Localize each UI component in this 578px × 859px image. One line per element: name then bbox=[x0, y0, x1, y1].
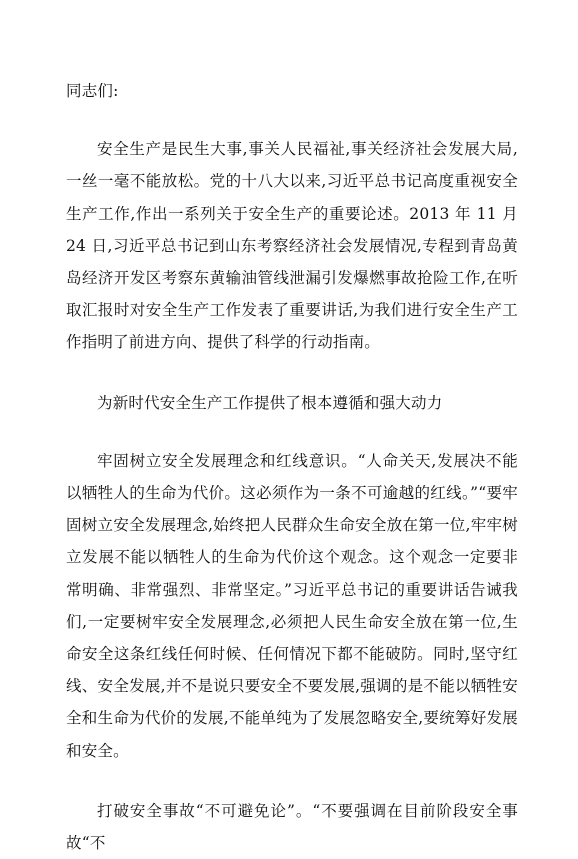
salutation: 同志们: bbox=[66, 82, 119, 100]
intro-paragraph: 安全生产是民生大事,事关人民福祉,事关经济社会发展大局,一丝一毫不能放松。党的十八大以来,习近平总书记高度重视安全生产工作,作出一系列关于安全生产的重要论述。2013 年 11 月 24 日,习近平总书记到山东考察经济社会发展情况,专程到青岛黄岛经济开发区考察东黄输油管线泄漏引发爆燃事故抢险工作,在听取汇报时对安全生产工作发表了重要讲话,为我们进行安全生产工作指明了前进方向、提供了科学的行动指南。 bbox=[66, 140, 518, 352]
accident-paragraph: 打破安全事故“不可避免论”。“不要强调在目前阶段安全事故“不 bbox=[66, 801, 518, 853]
section-heading: 为新时代安全生产工作提供了根本遵循和强大动力 bbox=[97, 393, 443, 412]
redline-paragraph: 牢固树立安全发展理念和红线意识。“人命关天,发展决不能以牺牲人的生命为代价。这必须作为一条不可逾越的红线。”“要牢固树立安全发展理念,始终把人民群众生命安全放在第一位,牢牢树立发展不能以牺牲人的生命为代价这个观念。这个观念一定要非常明确、非常强烈、非常坚定。”习近平总书记的重要讲话告诫我们,一定要树牢安全发展理念,必须把人民生命安全放在第一位,生命安全这条红线任何时候、任何情况下都不能破防。同时,坚守红线、安全发展,并不是说只要安全不要发展,强调的是不能以牺牲安全和生命为代价的发展,不能单纯为了发展忽略安全,要统筹好发展和安全。 bbox=[66, 451, 518, 760]
